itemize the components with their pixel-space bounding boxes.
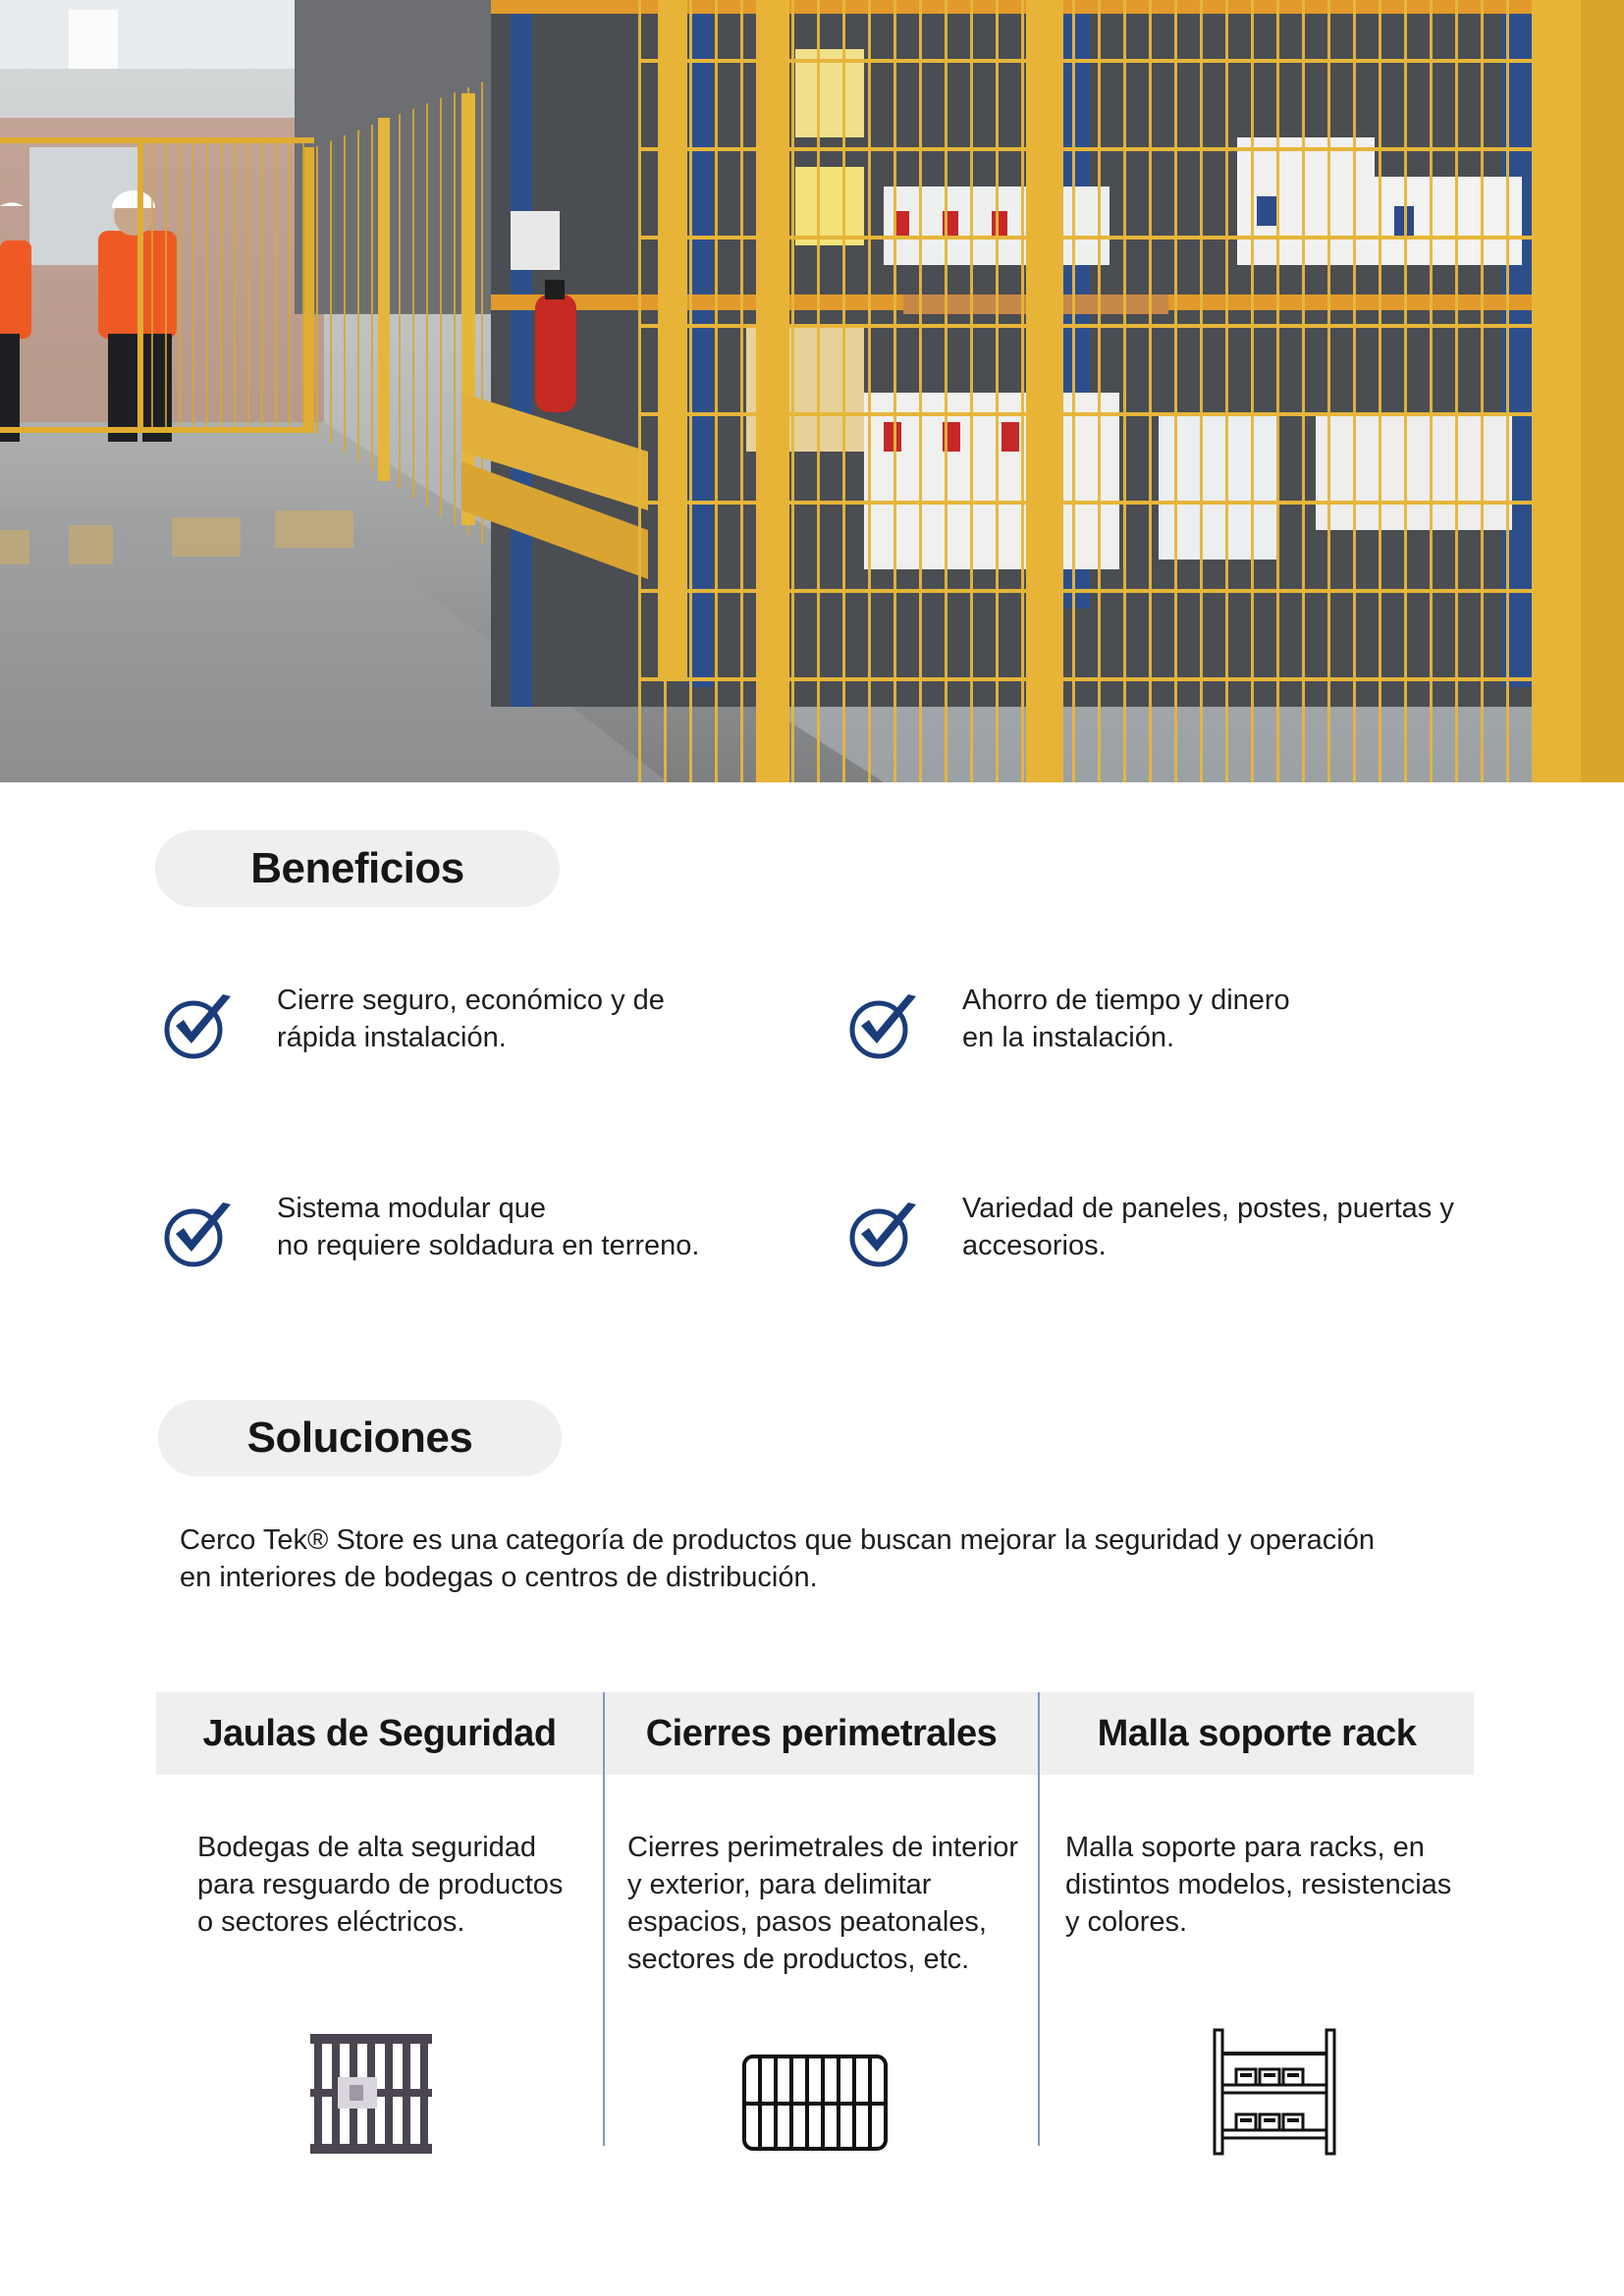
solution-title-jaulas: Jaulas de Seguridad xyxy=(202,1712,557,1754)
desc-line: y colores. xyxy=(1065,1906,1188,1938)
benefit-line: Variedad de paneles, postes, puertas y xyxy=(962,1193,1454,1224)
checkmark-circle-icon xyxy=(162,1199,233,1269)
solution-desc-cierres xyxy=(627,1829,1018,1978)
desc-line: Cierres perimetrales de interior xyxy=(627,1832,1019,1863)
soluciones-heading: Soluciones xyxy=(158,1400,562,1476)
security-cage-icon xyxy=(310,2034,432,2154)
desc-line: espacios, pasos peatonales, xyxy=(627,1906,987,1938)
warehouse-fence-illustration xyxy=(0,0,1624,782)
benefit-line: Sistema modular que xyxy=(277,1193,547,1224)
solution-title-cierres: Cierres perimetrales xyxy=(645,1712,998,1754)
desc-line: o sectores eléctricos. xyxy=(197,1906,465,1938)
benefit-line: Ahorro de tiempo y dinero xyxy=(962,985,1290,1016)
benefit-line: Cierre seguro, económico y de xyxy=(277,985,665,1016)
solution-title-malla: Malla soporte rack xyxy=(1097,1712,1417,1754)
soluciones-intro xyxy=(180,1522,1456,1596)
rack-shelf-icon xyxy=(1213,2028,1336,2156)
solution-desc-malla xyxy=(1065,1829,1451,1941)
intro-line: Cerco Tek® Store es una categoría de productos que buscan mejorar la seguridad y operación xyxy=(180,1524,1375,1556)
benefit-line: en la instalación. xyxy=(962,1022,1175,1053)
benefit-text xyxy=(962,1190,1512,1264)
desc-line: para resguardo de productos xyxy=(197,1869,564,1900)
desc-line: Malla soporte para racks, en xyxy=(1065,1832,1425,1863)
benefit-text xyxy=(962,982,1512,1056)
benefit-line: accesorios. xyxy=(962,1230,1107,1261)
desc-line: y exterior, para delimitar xyxy=(627,1869,932,1900)
checkmark-circle-icon xyxy=(162,990,233,1061)
solution-desc-jaulas xyxy=(197,1829,563,1941)
intro-line: en interiores de bodegas o centros de distribución. xyxy=(180,1562,818,1593)
benefit-text xyxy=(277,1190,827,1264)
beneficios-heading: Beneficios xyxy=(155,830,560,907)
desc-line: Bodegas de alta seguridad xyxy=(197,1832,537,1863)
benefit-line: rápida instalación. xyxy=(277,1022,507,1053)
checkmark-circle-icon xyxy=(847,1199,918,1269)
desc-line: sectores de productos, etc. xyxy=(627,1944,970,1975)
checkmark-circle-icon xyxy=(847,990,918,1061)
benefit-line: no requiere soldadura en terreno. xyxy=(277,1230,700,1261)
fence-panel-icon xyxy=(742,2055,888,2151)
benefit-text xyxy=(277,982,827,1056)
hero-photo xyxy=(0,0,1624,782)
desc-line: distintos modelos, resistencias xyxy=(1065,1869,1452,1900)
